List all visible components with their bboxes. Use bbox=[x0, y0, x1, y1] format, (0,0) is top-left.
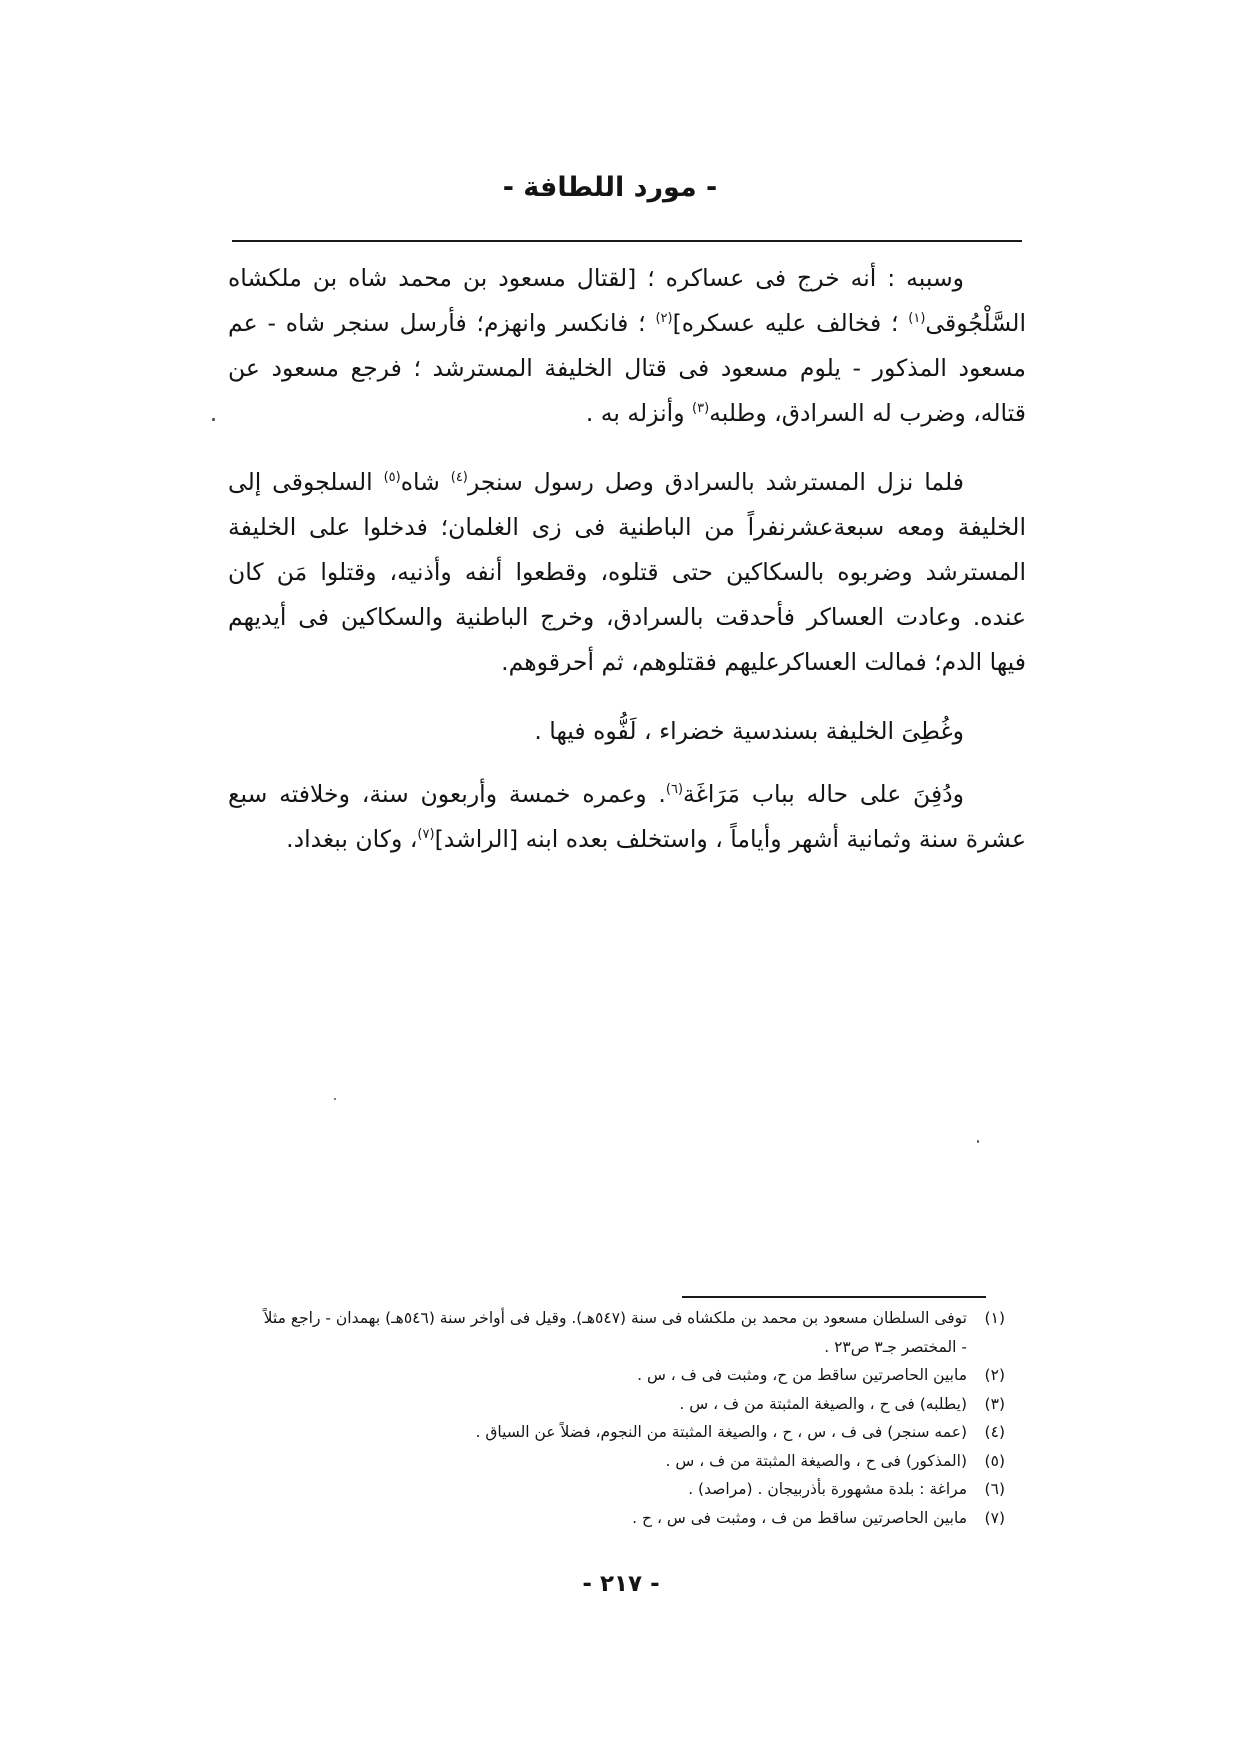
footnote-6: (٦)مراغة : بلدة مشهورة بأذربيجان . (مراصد) . bbox=[688, 1480, 1005, 1498]
footnote-5: (٥)(المذكور) فى ح ، والصيغة المثبتة من ف ، س . bbox=[665, 1451, 1005, 1470]
paragraph-3: وغُطِىَ الخليفة بسندسية خضراء ، لَفُّوه فيها . bbox=[534, 717, 964, 745]
scan-speck bbox=[977, 1140, 979, 1143]
scan-speck bbox=[334, 1098, 336, 1100]
page-number: - ٢١٧ - bbox=[582, 1571, 660, 1597]
footnote-ref-7[interactable]: (٧) bbox=[417, 827, 435, 842]
header-rule bbox=[232, 240, 1022, 242]
footnote-ref-2[interactable]: (٢) bbox=[655, 311, 673, 326]
paragraph-1: وسببه : أنه خرج فى عساكره ؛ [لقتال مسعود بن محمد شاه بن ملكشاه السَّلْجُوقى$^{(١)}$ ؛ فخالف عليه عسكره]$^{(٢)}$ ؛ فانكسر وانهزم؛ فأرسل سنجر شاه - عم مسعود المذكور - يلوم مسعود فى قتال الخليفة المسترشد ؛ فرجع مسعود عن قتاله، وضرب له السرادق، وطلبه$^{(٣)}$ وأنزله به . bbox=[228, 264, 1026, 427]
footnote-7: (٧)مابين الحاصرتين ساقط من ف ، ومثبت فى س ، ح . bbox=[632, 1508, 1005, 1527]
footnote-2: (٢)مابين الحاصرتين ساقط من ح، ومثبت فى ف ، س . bbox=[637, 1366, 1005, 1384]
scan-speck bbox=[212, 418, 215, 421]
footnote-1: (١)توفى السلطان مسعود بن محمد بن ملكشاه فى سنة (٥٤٧هـ). وقيل فى أواخر سنة (٥٤٦هـ) بهمدان - راجع مثلاً - المختصر جـ٣ ص٢٣ . bbox=[263, 1309, 1005, 1356]
running-title: - مورد اللطافة - bbox=[502, 172, 718, 203]
footnote-4: (٤)(عمه سنجر) فى ف ، س ، ح ، والصيغة المثبتة من النجوم، فضلاً عن السياق . bbox=[475, 1423, 1005, 1441]
main-text bbox=[228, 256, 1026, 886]
footnote-ref-5[interactable]: (٥) bbox=[383, 470, 401, 485]
footnote-rule bbox=[682, 1296, 986, 1298]
footnote-ref-6[interactable]: (٦) bbox=[665, 782, 684, 797]
paragraph-4: ودُفِنَ على حاله بباب مَرَاغَة$^{(٦)}$. وعمره خمسة وأربعون سنة، وخلافته سبع عشرة سنة وثمانية أشهر وأياماً ، واستخلف بعده ابنه [الراشد]$^{(٧)}$، وكان ببغداد. bbox=[228, 780, 1026, 853]
footnote-ref-1[interactable]: (١) bbox=[908, 311, 926, 326]
footnote-3: (٣)(يطلبه) فى ح ، والصيغة المثبتة من ف ، س . bbox=[679, 1394, 1005, 1413]
footnote-ref-4[interactable]: (٤) bbox=[450, 470, 468, 485]
footnotes bbox=[260, 1304, 1005, 1532]
paragraph-2: فلما نزل المسترشد بالسرادق وصل رسول سنجر$^{(٤)}$ شاه$^{(٥)}$ السلجوقى إلى الخليفة ومعه سبعةعشرنفراً من الباطنية فى زى الغلمان؛ فدخلوا على الخليفة المسترشد وضربوه بالسكاكين حتى قتلوه، وقطعوا أنفه وأذنيه، وقتلوا مَن كان عنده. وعادت العساكر فأحدقت بالسرادق، وخرج الباطنية والسكاكين فى أيديهم فيها الدم؛ فمالت العساكرعليهم فقتلوهم، ثم أحرقوهم. bbox=[228, 468, 1026, 676]
footnote-ref-3[interactable]: (٣) bbox=[692, 401, 710, 416]
